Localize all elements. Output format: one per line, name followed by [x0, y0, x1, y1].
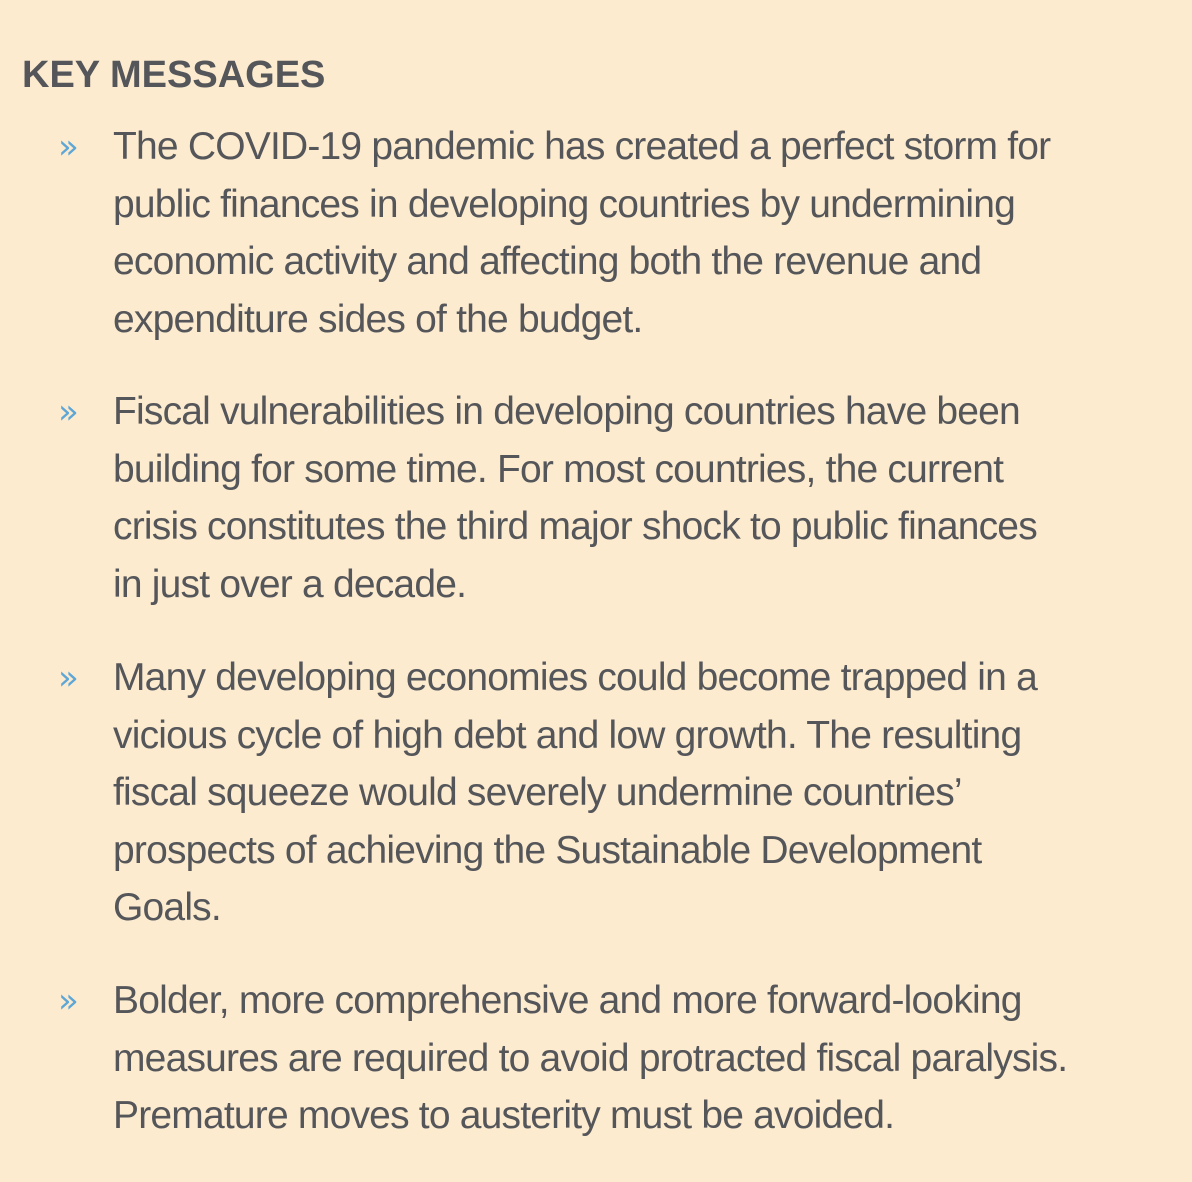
- message-text: [113, 972, 1163, 1145]
- message-line: building for some time. For most countries, the current: [113, 447, 1004, 491]
- message-line: expenditure sides of the budget.: [113, 297, 643, 341]
- key-messages-heading: KEY MESSAGES: [22, 54, 326, 96]
- message-text: [113, 383, 1163, 613]
- message-line: The COVID-19 pandemic has created a perfect storm for: [113, 125, 1051, 168]
- message-line: measures are required to avoid protracted fiscal paralysis.: [113, 1036, 1068, 1080]
- message-text: [113, 649, 1163, 937]
- message-line: in just over a decade.: [113, 562, 467, 606]
- message-line: Goals.: [113, 886, 221, 929]
- bullet-icon: »: [58, 981, 79, 1021]
- message-line: crisis constitutes the third major shock to public finances: [113, 505, 1037, 548]
- message-line: Bolder, more comprehensive and more forward-looking: [113, 979, 1022, 1022]
- bullet-icon: »: [58, 127, 79, 167]
- message-line: prospects of achieving the Sustainable Development: [113, 828, 982, 872]
- message-line: vicious cycle of high debt and low growth. The resulting: [113, 713, 1022, 757]
- message-line: economic activity and affecting both the revenue and: [113, 240, 982, 283]
- bullet-icon: »: [58, 658, 79, 698]
- message-line: Many developing economies could become trapped in a: [113, 656, 1037, 699]
- message-text: [113, 118, 1163, 348]
- bullet-icon: »: [58, 392, 79, 432]
- message-line: public finances in developing countries by undermining: [113, 182, 1016, 226]
- message-line: Fiscal vulnerabilities in developing countries have been: [113, 390, 1020, 433]
- message-line: fiscal squeeze would severely undermine countries’: [113, 771, 962, 814]
- message-line: Premature moves to austerity must be avoided.: [113, 1094, 895, 1137]
